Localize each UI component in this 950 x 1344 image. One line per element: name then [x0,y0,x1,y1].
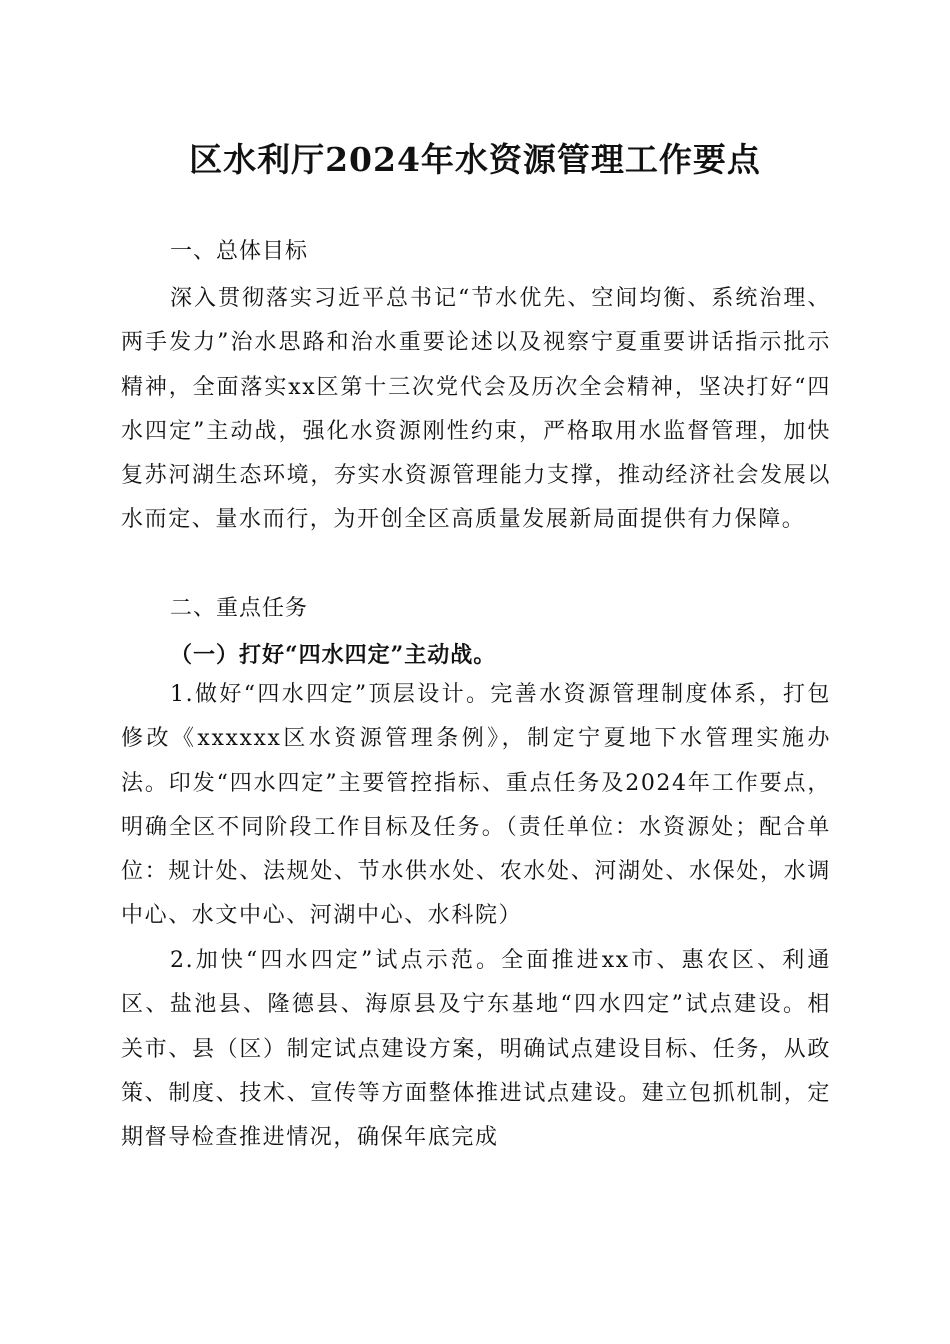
overall-goals-paragraph: 深入贯彻落实习近平总书记“节水优先、空间均衡、系统治理、两手发力”治水思路和治水重要论述以及视察宁夏重要讲话指示批示精神，全面落实xx区第十三次党代会及历次全会精神，坚决打好“四水四定”主动战，强化水资源刚性约束，严格取用水监督管理，加快复苏河湖生态环境，夯实水资源管理能力支撑，推动经济社会发展以水而定、量水而行，为开创全区高质量发展新局面提供有力保障。 [121,286,831,533]
section-heading-key-tasks: 二、重点任务 [170,596,309,621]
document-title: 区水利厅2024年水资源管理工作要点 [189,140,761,179]
task-item-1-paragraph: 1.做好“四水四定”顶层设计。完善水资源管理制度体系，打包修改《xxxxxx区水资源管理条例》，制定宁夏地下水管理实施办法。印发“四水四定”主要管控指标、重点任务及2024年工作要点，明确全区不同阶段工作目标及任务。（责任单位：水资源处；配合单位：规计处、法规处、节水供水处、农水处、河湖处、水保处，水调中心、水文中心、河湖中心、水科院） [121,682,831,929]
task-item-2-paragraph: 2.加快“四水四定”试点示范。全面推进xx市、惠农区、利通区、盐池县、隆德县、海原县及宁东基地“四水四定”试点建设。相关市、县（区）制定试点建设方案，明确试点建设目标、任务，从政策、制度、技术、宣传等方面整体推进试点建设。建立包抓机制，定期督导检查推进情况，确保年底完成 [121,948,831,1151]
subsection-heading-one: （一）打好“四水四定”主动战。 [170,642,497,668]
section-heading-overall-goals: 一、总体目标 [170,239,309,264]
